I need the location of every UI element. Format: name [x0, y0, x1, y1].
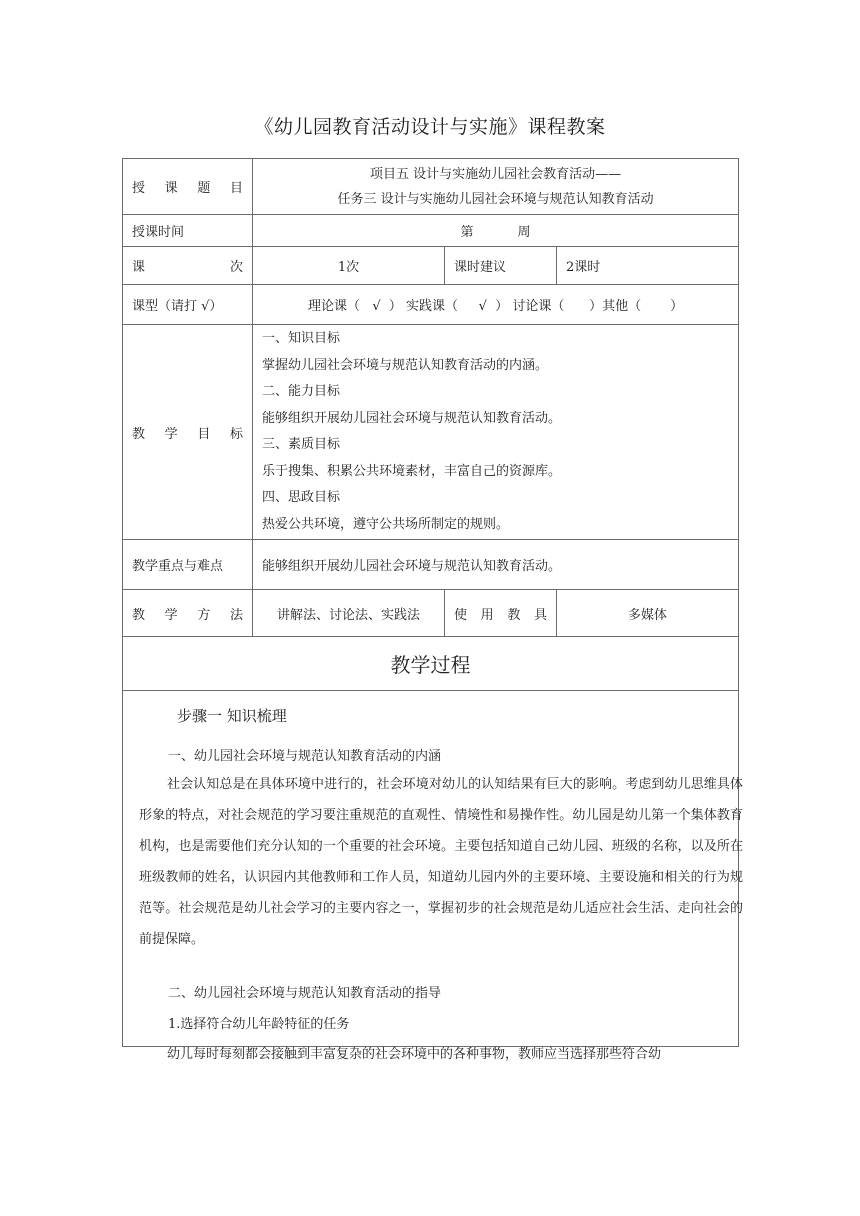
value-topic — [253, 159, 739, 215]
row-focus — [123, 540, 739, 590]
focus-text: 能够组织开展幼儿园社会环境与规范认知教育活动。 — [262, 559, 562, 574]
process-title: 教学过程 — [123, 637, 739, 691]
tools-text: 多媒体 — [628, 607, 668, 623]
week-prefix: 第 — [460, 225, 474, 240]
row-type — [123, 285, 739, 325]
label-method-text-char-2: 方 — [197, 607, 211, 623]
hours-value: 2课时 — [566, 260, 601, 275]
topic-line-2: 任务三 设计与实施幼儿园社会环境与规范认知教育活动 — [337, 191, 654, 207]
label-goals-text-char-0: 教 — [132, 426, 146, 442]
value-goals — [253, 325, 739, 540]
goal-heading-quality: 三、素质目标 — [262, 437, 341, 452]
process-content — [123, 691, 743, 1062]
label-goals-text-char-2: 目 — [197, 426, 211, 442]
label-goals — [123, 325, 253, 540]
course-type-text: 理论课（ √ ） 实践课（ √ ） 讨论课（ ）其他（ ） — [307, 299, 684, 314]
label-type-text: 课型（请打 √） — [132, 299, 223, 314]
value-focus — [253, 540, 739, 590]
label-method-text-char-1: 学 — [164, 607, 178, 623]
value-time — [253, 215, 739, 247]
label-time — [123, 215, 253, 247]
label-time-text: 授课时间 — [132, 225, 185, 240]
label-hours-text: 课时建议 — [454, 260, 507, 275]
label-method-text-char-3: 法 — [229, 607, 243, 623]
label-topic-text-char-2: 题 — [197, 181, 211, 196]
label-tools-text-char-0: 使 — [454, 607, 468, 623]
label-topic — [123, 159, 253, 215]
label-topic-text-char-1: 课 — [164, 181, 178, 196]
row-process-title — [123, 637, 739, 691]
label-focus-text: 教学重点与难点 — [132, 559, 224, 574]
value-type — [253, 285, 739, 325]
row-time — [123, 215, 739, 247]
label-session-a: 课 — [132, 260, 146, 275]
section-heading-1: 一、幼儿园社会环境与规范认知教育活动的内涵 — [168, 749, 442, 764]
label-tools-text-char-2: 教 — [507, 607, 521, 623]
step-heading: 步骤一 知识梳理 — [177, 707, 287, 725]
label-session-b: 次 — [229, 260, 243, 275]
goal-text-ideology: 热爱公共环境，遵守公共场所制定的规则。 — [262, 516, 510, 532]
row-goals — [123, 325, 739, 540]
goal-heading-ideology: 四、思政目标 — [262, 490, 341, 505]
week-suffix: 周 — [517, 225, 531, 240]
goal-heading-ability: 二、能力目标 — [262, 384, 341, 399]
goal-text-knowledge: 掌握幼儿园社会环境与规范认知教育活动的内涵。 — [262, 357, 549, 373]
value-session — [253, 247, 445, 285]
label-tools — [445, 590, 557, 637]
goal-text-ability: 能够组织开展幼儿园社会环境与规范认知教育活动。 — [262, 410, 562, 426]
label-tools-text-char-3: 具 — [533, 607, 547, 623]
topic-line-1: 项目五 设计与实施幼儿园社会教育活动—— — [369, 166, 622, 182]
value-hours — [557, 247, 739, 285]
session-count: 1次 — [337, 260, 360, 275]
section-heading-2: 二、幼儿园社会环境与规范认知教育活动的指导 — [168, 986, 442, 1001]
method-text: 讲解法、讨论法、实践法 — [276, 607, 420, 623]
label-topic-text-char-3: 目 — [229, 181, 243, 196]
row-method — [123, 590, 739, 637]
label-goals-text-char-1: 学 — [164, 426, 178, 442]
row-session — [123, 247, 739, 285]
subsection-heading-1: 1.选择符合幼儿年龄特征的任务 — [168, 1017, 350, 1032]
goal-text-quality: 乐于搜集、积累公共环境素材，丰富自己的资源库。 — [262, 463, 562, 479]
label-focus — [123, 540, 253, 590]
document-title: 《幼儿园教育活动设计与实施》课程教案 — [254, 116, 606, 138]
goal-heading-knowledge: 一、知识目标 — [262, 331, 341, 346]
row-topic — [123, 159, 739, 215]
label-goals-text-char-3: 标 — [229, 426, 243, 442]
label-method — [123, 590, 253, 637]
lesson-plan-table — [122, 158, 743, 1062]
label-method-text-char-0: 教 — [132, 607, 146, 623]
row-process — [123, 691, 739, 1047]
value-method — [253, 590, 445, 637]
paragraph-1: 社会认知总是在具体环境中进行的，社会环境对幼儿的认知结果有巨大的影响。考虑到幼儿思维具体形象的特点，对社会规范的学习要注重规范的直观性、情境性和易操作性。幼儿园是幼儿第一个集体教育机构，也是需要他们充分认知的一个重要的社会环境。主要包括知道自己幼儿园、班级的名称，以及所在班级教师的姓名，认识园内其他教师和工作人员，知道幼儿园内外的主要环境、主要设施和相关的行为规范等。社会规范是幼儿社会学习的主要内容之一，掌握初步的社会规范是幼儿适应社会生活、走向社会的前提保障。 — [139, 777, 743, 947]
paragraph-2: 幼儿每时每刻都会接触到丰富复杂的社会环境中的各种事物，教师应当选择那些符合幼 — [167, 1047, 662, 1062]
label-hours — [445, 247, 557, 285]
label-topic-text-char-0: 授 — [132, 181, 146, 196]
label-type — [123, 285, 253, 325]
label-tools-text-char-1: 用 — [480, 607, 494, 623]
value-tools — [557, 590, 739, 637]
label-session — [123, 247, 253, 285]
